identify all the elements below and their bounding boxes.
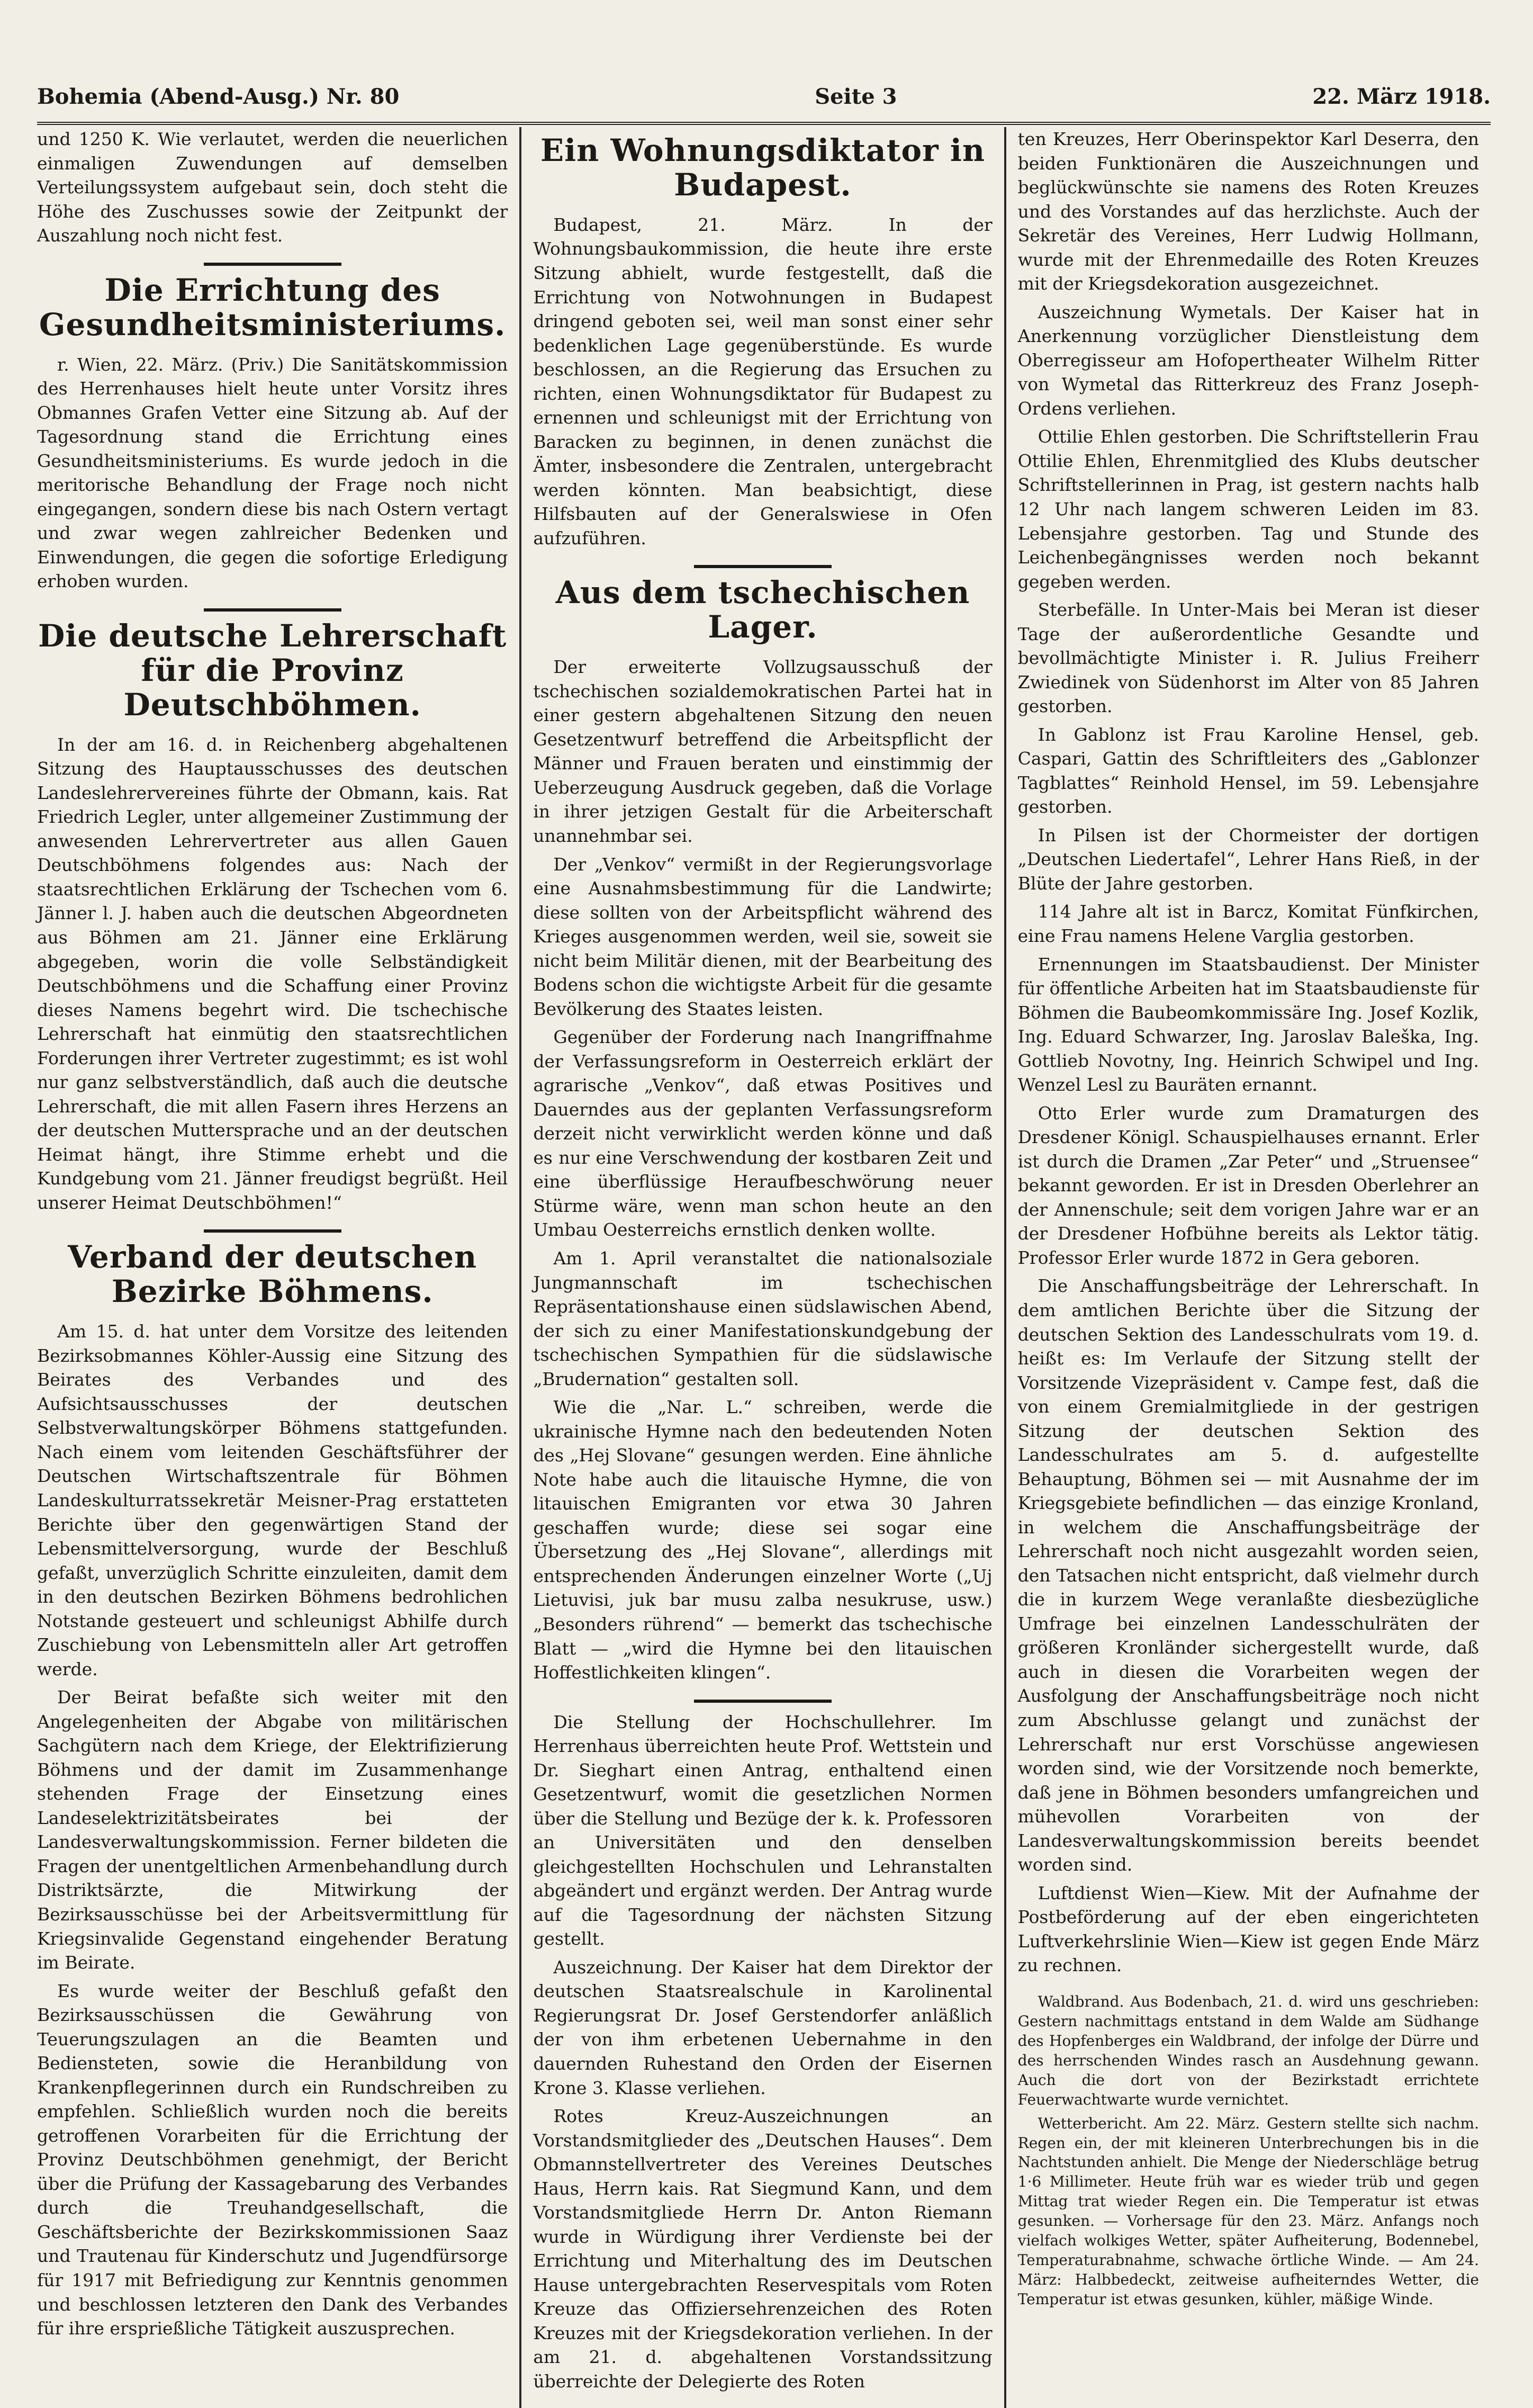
article-short-news-continued [1018,127,1479,1978]
news-item: Ernennungen im Staatsbaudienst. Der Minister für öffentliche Arbeiten hat im Staatsbaudienste für Böhmen die Baubeomkommissäre Ing. Josef Kozlik, Ing. Eduard Schwarzer, Ing. Jaroslav Baleška, Ing. Gottlieb Novotny, Ing. Heinrich Schwipel und Ing. Wenzel Lesl zu Bauräten ernannt. [1017,954,1479,1095]
article-short-news [533,1710,992,2394]
divider [204,608,341,612]
news-item: Rotes Kreuz-Auszeichnungen an Vorstandsmitglieder des „Deutschen Hauses“. Dem Obmannstellvertreter des Vereines Deutsches Haus, Herrn kais. Rat Siegmund Kann, und dem Vorstandsmitgliede Herrn Dr. Anton Riemann wurde in Würdigung ihrer Verdienste bei der Errichtung und Miterhaltung des im Deutschen Hause untergebrachten Reservespitals vom Roten Kreuze das Offiziersehrenzeichen des Roten Kreuzes mit der Kriegsdekoration verliehen. In der am 21. d. abgehaltenen Vorstandssitzung überreichte der Delegierte des Roten [533,2106,993,2392]
news-item: 114 Jahre alt ist in Barcz, Komitat Fünfkirchen, eine Frau namens Helene Varglia gestorben. [1017,901,1479,946]
article-small-print [1018,1992,1479,2310]
news-item: Sterbefälle. In Unter-Mais bei Meran ist dieser Tage der außerordentliche Gesandte und bevollmächtigte Minister i. R. Julius Freiherr Zwiedinek von Südenhorst im Alter von 85 Jahren gestorben. [1017,599,1479,717]
news-item: In Gablonz ist Frau Karoline Hensel, geb. Caspari, Gattin des Schriftleiters des „Gablonzer Tagblattes“ Reinhold Hensel, im 59. Lebensjahre gestorben. [1017,724,1479,817]
article-text: r. Wien, 22. März. (Priv.) Die Sanitätskommission des Herrenhauses hielt heute unter Vorsitz ihres Obmannes Grafen Vetter eine Sitzung ab. Auf der Tagesordnung stand die Errichtung eines Gesundheitsministeriums. Es wurde jedoch in die meritorische Behandlung der Frage noch nicht eingegangen, sondern diese bis nach Ostern vertagt und zwar wegen zahlreicher Bedenken und Einwendungen, die gegen die sofortige Erledigung erhoben wurden. [37,354,508,592]
article-title: Verband der deutschen Bezirke Böhmens. [68,1239,477,1310]
article-continued [37,127,508,248]
article-title: Die Errichtung des Gesundheitsministeriums. [39,272,506,343]
divider [204,263,341,266]
article-title: Die deutsche Lehrerschaft für die Provinz Deutschböhmen. [38,617,507,723]
header-date: 22. März 1918. [1312,84,1491,109]
article-columns [37,127,1491,2392]
article-tschechisches-lager [533,576,992,1684]
article-gesundheitsministerium [37,273,508,594]
page-header [37,71,1491,125]
article-wohnungsdiktator [533,133,992,550]
header-left: Bohemia (Abend-Ausg.) Nr. 80 [37,84,400,109]
news-item: Ottilie Ehlen gestorben. Die Schriftstellerin Frau Ottilie Ehlen, Ehrenmitglied des Klubs deutscher Schriftstellerinnen in Prag, ist gestern nachts halb 12 Uhr nach langem schweren Leiden im 83. Lebensjahre gestorben. Tag und Stunde des Leichenbegängnisses werden noch bekannt gegeben werden. [1017,426,1479,592]
news-item: Wetterbericht. Am 22. März. Gestern stellte sich nachm. Regen ein, der mit kleineren Unterbrechungen bis in die Nachtstunden anhielt. Die Menge der Niederschläge betrug 1·6 Millimeter. Heute früh war es wieder trüb und gegen Mittag trat wieder Regen ein. Die Temperatur ist etwas gesunken. — Vorhersage für den 23. März. Anfangs noch vielfach wolkiges Wetter, später Aufheiterung, Bodennebel, Temperaturabnahme, schwache örtliche Winde. — Am 24. März: Halbbedeckt, zeitweise aufheiterndes Wetter, die Temperatur ist etwas gesunken, kühler, mäßige Winde. [1017,2114,1479,2308]
column-1 [37,127,521,2408]
article-text: Es wurde weiter der Beschluß gefaßt den Bezirksausschüssen die Gewährung von Teuerungszulagen an die Beamten und Bediensteten, sowie die Heranbildung von Krankenpflegerinnen durch ein Rundschreiben zu empfehlen. Schließlich wurden noch die bereits getroffenen Vorarbeiten für die Errichtung der Provinz Deutschböhmen genehmigt, der Bericht über die Prüfung der Kassagebarung des Verbandes durch die Treuhandgesellschaft, die Geschäftsberichte der Bezirkskommissionen Saaz und Trautenau für Kinderschutz und Jugendfürsorge für 1917 mit Befriedigung zur Kenntnis genommen und beschlossen letzteren den Dank des Verbandes für ihre ersprießliche Tätigkeit auszusprechen. [37,1980,508,2339]
news-item: ten Kreuzes, Herr Oberinspektor Karl Deserra, den beiden Funktionären die Auszeichnungen und beglückwünschte sie namens des Roten Kreuzes und des Vorstandes auf das herzlichste. Auch der Sekretär des Vereines, Herr Ludwig Hollmann, wurde mit der Ehrenmedaille des Roten Kreuzes mit der Kriegsdekoration ausgezeichnet. [1017,129,1479,294]
article-text: und 1250 K. Wie verlautet, werden die neuerlichen einmaligen Zuwendungen auf demselben Verteilungssystem aufgebaut sein, doch steht die Höhe des Zuschusses sowie der Zeitpunkt der Auszahlung noch nicht fest. [37,129,508,246]
article-title: Aus dem tschechischen Lager. [555,574,970,645]
news-item: Die Anschaffungsbeiträge der Lehrerschaft. In dem amtlichen Berichte über die Sitzung der deutschen Sektion des Landesschulrats vom 19. d. heißt es: Im Verlaufe der Sitzung stellt der Vorsitzende Vizepräsident v. Campe fest, daß die von einem Gremialmitgliede in der gestrigen Sitzung der deutschen Sektion des Landesschulrates am 5. d. aufgestellte Behauptung, Böhmen sei — mit Ausnahme der im Kriegsgebiete befindlichen — das einzige Kronland, in welchem die Anschaffungsbeiträge der Lehrerschaft noch nicht ausgezahlt worden seien, den Tatsachen nicht entspricht, daß vielmehr durch die in kurzem Wege veranlaßte diesbezügliche Umfrage bei einzelnen Landesschulräten der größeren Kronländer sichergestellt wurde, daß auch in diesen die Vorarbeiten wegen der Ausfolgung der Anschaffungsbeiträge noch nicht zum Abschlusse gelangt und zunächst der Lehrerschaft nur erst Vorschüsse angewiesen worden sind, wie der Vorsitzende noch bemerkte, daß jene in Böhmen besonders umfangreichen und mühevollen Vorarbeiten von der Landesverwaltungskommission bereits beendet worden sind. [1017,1275,1479,1875]
news-item: Luftdienst Wien—Kiew. Mit der Aufnahme der Postbeförderung auf der eben eingerichteten Luftverkehrslinie Wien—Kiew ist gegen Ende März zu rechnen. [1017,1882,1479,1976]
news-item: Otto Erler wurde zum Dramaturgen des Dresdener Königl. Schauspielhauses ernannt. Erler ist durch die Dramen „Zar Peter“ und „Struensee“ bekannt geworden. Er ist in Dresden Oberlehrer an der Annenschule; seit dem vorigen Jahre war er an der Dresdener Hofbühne bereits als Lektor tätig. Professor Erler wurde 1872 in Gera geboren. [1017,1102,1479,1268]
article-verband [37,1240,508,2340]
article-text: Gegenüber der Forderung nach Inangriffnahme der Verfassungsreform in Oesterreich erklärt der agrarische „Venkov“, daß etwas Positives und Dauerndes aus der geplanten Verfassungsreform derzeit nicht verwirklicht werden könne und daß es nur eine Verschwendung der kostbaren Zeit und eine überflüssige Heraufbeschwörung neuer Stürme wäre, wenn man schon heute an den Umbau Oesterreichs ernstlich denken wollte. [533,1027,993,1241]
divider [204,1229,341,1233]
header-page-number: Seite 3 [815,84,897,109]
column-3 [1006,127,1491,2408]
divider [694,1700,832,1703]
news-item: Waldbrand. Aus Bodenbach, 21. d. wird uns geschrieben: Gestern nachmittags entstand in dem Walde am Südhange des Hopfenberges ein Waldbrand, der infolge der Dürre und des herrschenden Windes rasch an Ausdehnung gewann. Auch die dort von der Bezirkstadt errichtete Feuerwachtwarte wurde vernichtet. [1017,1992,1479,2108]
news-item: Die Stellung der Hochschullehrer. Im Herrenhaus überreichten heute Prof. Wettstein und Dr. Sieghart einen Antrag, enthaltend einen Gesetzentwurf, womit die gesetzlichen Normen über die Stellung und Bezüge der k. k. Professoren an Universitäten und den denselben gleichgestellten Hochschulen und Lehranstalten abgeändert und ergänzt werden. Der Antrag wurde auf die Tagesordnung der nächsten Sitzung gestellt. [533,1711,993,1949]
article-text: Der erweiterte Vollzugsausschuß der tschechischen sozialdemokratischen Partei hat in einer gestern abgehaltenen Sitzung den neuen Gesetzentwurf betreffend die Arbeitspflicht der Männer und Frauen beraten und einstimmig der Ueberzeugung Ausdruck gegeben, daß die Vorlage in ihrer jetzigen Gestalt für die Arbeiterschaft unannehmbar sei. [533,657,993,846]
article-text: Der Beirat befaßte sich weiter mit den Angelegenheiten der Abgabe von militärischen Sachgütern nach dem Kriege, der Elektrifizierung Böhmens und der damit im Zusammenhange stehenden Frage der Einsetzung eines Landeselektrizitätsbeirates bei der Landesverwaltungskommission. Ferner bildeten die Fragen der unentgeltlichen Armenbehandlung durch Distriktsärzte, die Mitwirkung der Bezirksausschüsse bei der Arbeitsvermittlung für Kriegsinvalide Gegenstand eingehender Beratung im Beirate. [37,1687,508,1973]
article-text: In der am 16. d. in Reichenberg abgehaltenen Sitzung des Hauptausschusses des deutschen Landeslehrervereines führte der Obmann, kais. Rat Friedrich Legler, unter allgemeiner Zustimmung der anwesenden Lehrervertreter aus allen Gauen Deutschböhmens folgendes aus: Nach der staatsrechtlichen Erklärung der Tschechen vom 6. Jänner l. J. haben auch die deutschen Abgeordneten aus Böhmen am 21. Jänner eine Erklärung abgegeben, worin die volle Selbständigkeit Deutschböhmens und die Schaffung einer Provinz dieses Namens begehrt wird. Die tschechische Lehrerschaft hat einmütig den staatsrechtlichen Forderungen ihrer Vertreter zugestimmt; es ist wohl nur ganz selbstverständlich, daß auch die deutsche Lehrerschaft, die mit allen Fasern ihres Herzens an der deutschen Muttersprache und an der deutschen Heimat hängt, ihre Stimme erhebt und die Kundgebung vom 21. Jänner freudigst begrüßt. Heil unserer Heimat Deutschböhmen!“ [37,734,508,1213]
news-item: In Pilsen ist der Chormeister der dortigen „Deutschen Liedertafel“, Lehrer Hans Rieß, in der Blüte der Jahre gestorben. [1017,824,1479,894]
article-lehrerschaft [37,619,508,1215]
article-text: Am 15. d. hat unter dem Vorsitze des leitenden Bezirksobmannes Köhler-Aussig eine Sitzung des Beirates des Verbandes und des Aufsichtsausschusses der deutschen Selbstverwaltungskörper Böhmens stattgefunden. Nach einem vom leitenden Geschäftsführer der Deutschen Wirtschaftszentrale für Böhmen Landeskulturratssekretär Meisner-Prag erstatteten Berichte über den gegenwärtigen Stand der Lebensmittelversorgung, wurde der Beschluß gefaßt, unverzüglich Schritte einzuleiten, damit dem in den deutschen Bezirken Böhmens bedrohlichen Notstande gesteuert und schleunigst Abhilfe durch Zuschiebung von Lebensmitteln aller Art getroffen werde. [37,1321,508,1679]
column-2 [521,127,1006,2408]
article-text: Budapest, 21. März. In der Wohnungsbaukommission, die heute ihre erste Sitzung abhielt, wurde festgestellt, daß die Errichtung von Notwohnungen in Budapest dringend geboten sei, weil man sonst einer sehr bedenklichen Lage gegenüberstünde. Es wurde beschlossen, an die Regierung das Ersuchen zu richten, einen Wohnungsdiktator für Budapest zu ernennen und schleunigst mit der Errichtung von Baracken zu beginnen, in denen zunächst die Ämter, insbesondere die Zentralen, untergebracht werden könnten. Man beabsichtigt, diese Hilfsbauten auf der Generalswiese in Ofen aufzuführen. [533,214,993,549]
article-text: Wie die „Nar. L.“ schreiben, werde die ukrainische Hymne nach den bedeutenden Noten des „Hej Slovane“ gesungen werden. Eine ähnliche Note habe auch die litauische Hymne, die von litauischen Emigranten vor etwa 30 Jahren geschaffen wurde; diese sei sogar eine Übersetzung des „Hej Slovane“, allerdings mit entsprechenden Änderungen einzelner Worte („Uj Lietuvisi, juk bar musu zalba nesukruse, usw.) „Besonders rührend“ — bemerkt das tschechische Blatt — „wird die Hymne bei den litauischen Hoffestlichkeiten klingen“. [533,1397,993,1683]
article-title: Ein Wohnungsdiktator in Budapest. [540,132,986,203]
article-text: Der „Venkov“ vermißt in der Regierungsvorlage eine Ausnahmsbestimmung für die Landwirte; diese sollten von der Arbeitspflicht während des Krieges ausgenommen werden, weil sie, soweit sie nicht beim Militär dienen, mit der Bearbeitung des Bodens schon die wichtigste Arbeit für die gesamte Bevölkerung des Staates leisten. [533,853,993,1019]
divider [694,565,832,568]
news-item: Auszeichnung Wymetals. Der Kaiser hat in Anerkennung vorzüglicher Dienstleistung dem Oberregisseur am Hofopertheater Wilhelm Ritter von Wymetal das Ritterkreuz des Franz Joseph-Ordens verliehen. [1017,301,1479,419]
article-text: Am 1. April veranstaltet die nationalsoziale Jungmannschaft im tschechischen Repräsentationshause einen südslawischen Abend, der sich zu einer Manifestationskundgebung der tschechischen Sympathien für die südslawische „Brudernation“ gestalten soll. [533,1248,993,1389]
news-item: Auszeichnung. Der Kaiser hat dem Direktor der deutschen Staatsrealschule in Karolinental Regierungsrat Dr. Josef Gerstendorfer anläßlich der von ihm erbetenen Uebernahme in den dauernden Ruhestand den Orden der Eisernen Krone 3. Klasse verliehen. [533,1956,993,2098]
